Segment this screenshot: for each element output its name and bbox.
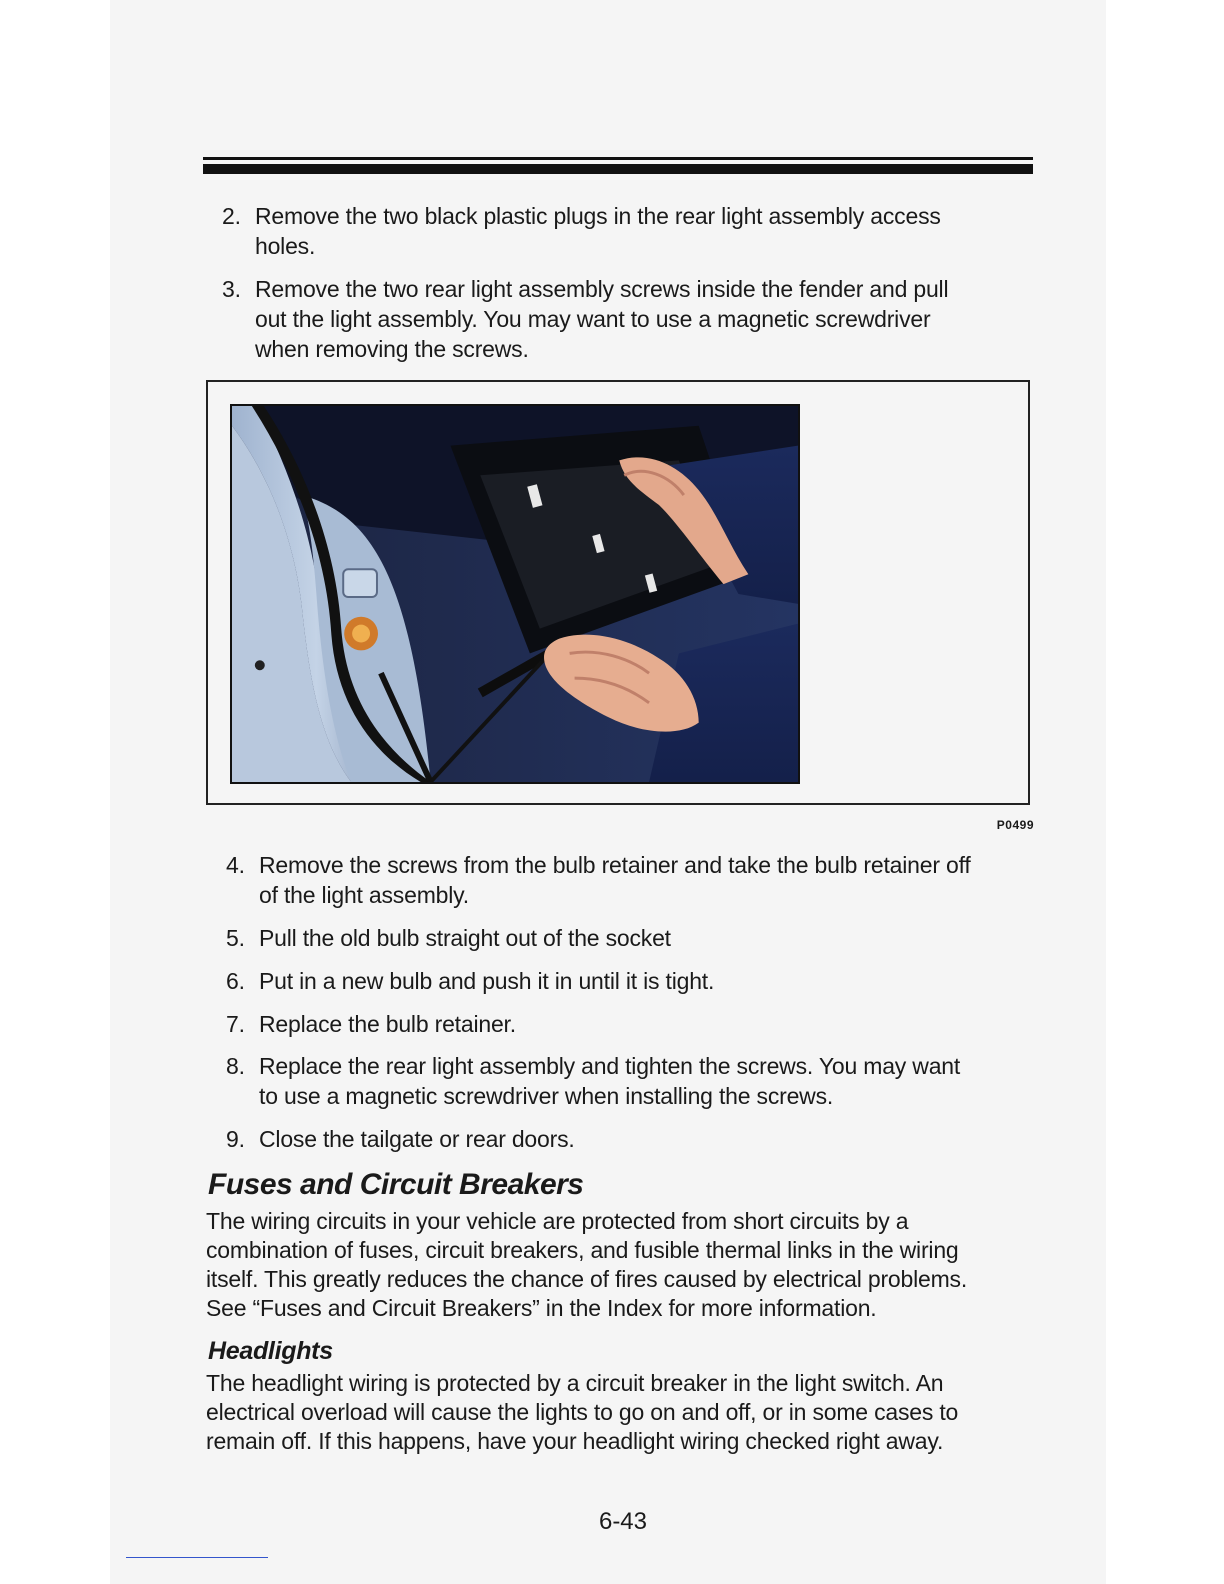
paragraph-line: See “Fuses and Circuit Breakers” in the Index for more information. — [206, 1295, 877, 1321]
paragraph-line: The headlight wiring is protected by a circuit breaker in the light switch. An — [206, 1370, 944, 1396]
step-line: Close the tailgate or rear doors. — [259, 1126, 575, 1152]
step-8 — [226, 1051, 1036, 1111]
step-line: when removing the screws. — [255, 336, 529, 362]
step-6 — [226, 966, 1036, 996]
paragraph-line: combination of fuses, circuit breakers, and fusible thermal links in the wiring — [206, 1237, 959, 1263]
headlights-paragraph — [206, 1369, 1036, 1456]
step-text — [255, 274, 948, 364]
step-line: Remove the two rear light assembly screws inside the fender and pull — [255, 276, 949, 302]
section-heading-headlights: Headlights — [208, 1337, 333, 1365]
step-5 — [226, 923, 1036, 953]
rear-light-removal-photo — [230, 404, 800, 784]
step-text — [259, 1009, 516, 1039]
figure-id: P0499 — [996, 818, 1034, 832]
step-line: to use a magnetic screwdriver when installing the screws. — [259, 1083, 834, 1109]
step-number: 8. — [226, 1053, 245, 1079]
step-text — [259, 966, 714, 996]
step-9 — [226, 1124, 1036, 1154]
step-text — [259, 923, 671, 953]
step-number: 4. — [226, 852, 245, 878]
paragraph-line: The wiring circuits in your vehicle are protected from short circuits by a — [206, 1208, 909, 1234]
step-text — [259, 1124, 575, 1154]
step-line: out the light assembly. You may want to use a magnetic screwdriver — [255, 306, 931, 332]
step-number: 7. — [226, 1011, 245, 1037]
step-line: holes. — [255, 233, 316, 259]
header-rule-thin — [203, 157, 1033, 160]
section-heading-fuses: Fuses and Circuit Breakers — [208, 1168, 584, 1201]
step-4 — [226, 850, 1036, 910]
step-line: Replace the rear light assembly and tighten the screws. You may want — [259, 1053, 961, 1079]
step-line: Put in a new bulb and push it in until it is tight. — [259, 968, 715, 994]
fuses-paragraph — [206, 1207, 1036, 1323]
step-number: 6. — [226, 968, 245, 994]
step-3 — [222, 274, 1022, 366]
step-number: 5. — [226, 925, 245, 951]
step-line: Remove the two black plastic plugs in the rear light assembly access — [255, 203, 941, 229]
footnote-rule — [126, 1557, 268, 1558]
step-line: Replace the bulb retainer. — [259, 1011, 516, 1037]
step-text — [259, 1051, 960, 1111]
step-2 — [222, 201, 1022, 263]
paragraph-line: itself. This greatly reduces the chance of fires caused by electrical problems. — [206, 1266, 968, 1292]
paragraph-line: remain off. If this happens, have your headlight wiring checked right away. — [206, 1428, 944, 1454]
step-number: 3. — [222, 276, 241, 302]
step-line: of the light assembly. — [259, 882, 469, 908]
step-text — [259, 850, 971, 910]
page-number: 6-43 — [598, 1508, 648, 1535]
step-number: 9. — [226, 1126, 245, 1152]
step-line: Pull the old bulb straight out of the socket — [259, 925, 671, 951]
header-rule-thick — [203, 164, 1033, 174]
paragraph-line: electrical overload will cause the lights to go on and off, or in some cases to — [206, 1399, 959, 1425]
step-number: 2. — [222, 203, 241, 229]
step-line: Remove the screws from the bulb retainer and take the bulb retainer off — [259, 852, 971, 878]
step-text — [255, 201, 941, 261]
step-7 — [226, 1009, 1036, 1039]
